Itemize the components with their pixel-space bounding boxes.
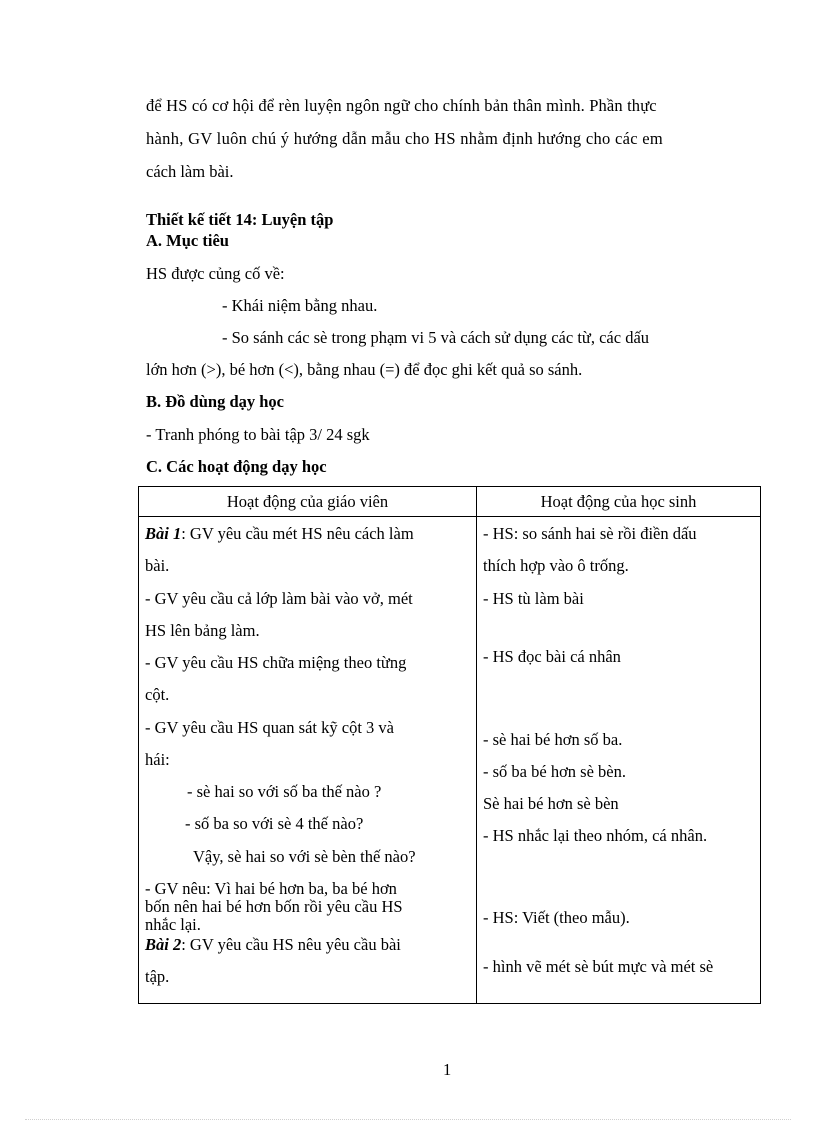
section-b-heading: B. Đồ dùng dạy học — [146, 392, 285, 411]
teacher-line-4: HS lên bảng làm. — [145, 621, 260, 640]
bai-1-label: Bài 1 — [145, 524, 182, 543]
activity-table — [138, 486, 761, 1004]
section-a-heading: A. Mục tiêu — [146, 231, 229, 250]
teacher-line-14: nhắc lại. — [145, 915, 201, 934]
student-activities-cell — [477, 517, 761, 1004]
table-row — [139, 517, 761, 1004]
bai-2-label: Bài 2 — [145, 935, 182, 954]
intro-line-3: cách làm bài. — [146, 162, 234, 181]
intro-line-2: hành, GV luôn chú ý hướng dẫn mẫu cho HS nhằm định hướng cho các em — [146, 129, 664, 148]
teacher-line-6: cột. — [145, 685, 170, 704]
page-bottom-divider — [25, 1119, 791, 1120]
section-a-item-1: - Khái niệm bằng nhau. — [222, 296, 378, 315]
teacher-line-12: - GV nêu: Vì hai bé hơn ba, ba bé hơn — [145, 879, 397, 898]
lesson-title: Thiết kế tiết 14: Luyện tập — [146, 210, 334, 229]
teacher-line-16: tập. — [145, 967, 170, 986]
teacher-line-10: - số ba so với sè 4 thế nào? — [185, 814, 364, 833]
student-line-3: - HS tù làm bài — [483, 589, 584, 608]
student-line-8: - HS nhắc lại theo nhóm, cá nhân. — [483, 826, 708, 845]
student-line-5: - sè hai bé hơn số ba. — [483, 730, 623, 749]
teacher-line-1 — [145, 524, 414, 544]
header-student: Hoạt động của học sinh — [477, 487, 761, 517]
teacher-line-9: - sè hai so với số ba thế nào ? — [187, 782, 382, 801]
teacher-line-2: bài. — [145, 556, 170, 575]
bai-1-text: : GV yêu cầu mét HS nêu cách làm — [181, 524, 414, 543]
section-a-lead: HS được củng cố về: — [146, 264, 285, 283]
student-line-2: thích hợp vào ô trống. — [483, 556, 629, 575]
page-number: 1 — [443, 1060, 452, 1079]
teacher-activities-cell — [139, 517, 477, 1004]
table-header-row — [139, 487, 761, 517]
intro-line-1: để HS có cơ hội để rèn luyện ngôn ngữ cho chính bản thân mình. Phần thực — [146, 96, 657, 115]
student-line-4: - HS đọc bài cá nhân — [483, 647, 621, 666]
teacher-line-5: - GV yêu cầu HS chữa miệng theo từng — [145, 653, 407, 672]
teacher-line-13: bốn nên hai bé hơn bốn rồi yêu cầu HS — [145, 897, 403, 916]
student-line-1: - HS: so sánh hai sè rồi điền dấu — [483, 524, 697, 543]
teacher-line-8: hái: — [145, 750, 170, 769]
teacher-line-7: - GV yêu cầu HS quan sát kỹ cột 3 và — [145, 718, 394, 737]
section-a-item-2-line-1: - So sánh các sè trong phạm vi 5 và cách sử dụng các từ, các dấu — [222, 328, 650, 347]
student-line-9: - HS: Viết (theo mẫu). — [483, 908, 630, 927]
teacher-line-3: - GV yêu cầu cả lớp làm bài vào vở, mét — [145, 589, 413, 608]
student-line-6: - số ba bé hơn sè bèn. — [483, 762, 626, 781]
section-c-heading: C. Các hoạt động dạy học — [146, 457, 327, 476]
teacher-line-11: Vậy, sè hai so với sè bèn thế nào? — [193, 847, 416, 866]
student-line-7: Sè hai bé hơn sè bèn — [483, 794, 619, 813]
student-line-10: - hình vẽ mét sè bút mực và mét sè — [483, 957, 714, 976]
bai-2-text: : GV yêu cầu HS nêu yêu cầu bài — [181, 935, 401, 954]
header-teacher: Hoạt động của giáo viên — [139, 487, 477, 517]
teacher-line-15 — [145, 935, 401, 955]
section-b-item: - Tranh phóng to bài tập 3/ 24 sgk — [146, 425, 370, 444]
section-a-item-2-line-2: lớn hơn (>), bé hơn (<), bằng nhau (=) để đọc ghi kết quả so sánh. — [146, 360, 583, 379]
